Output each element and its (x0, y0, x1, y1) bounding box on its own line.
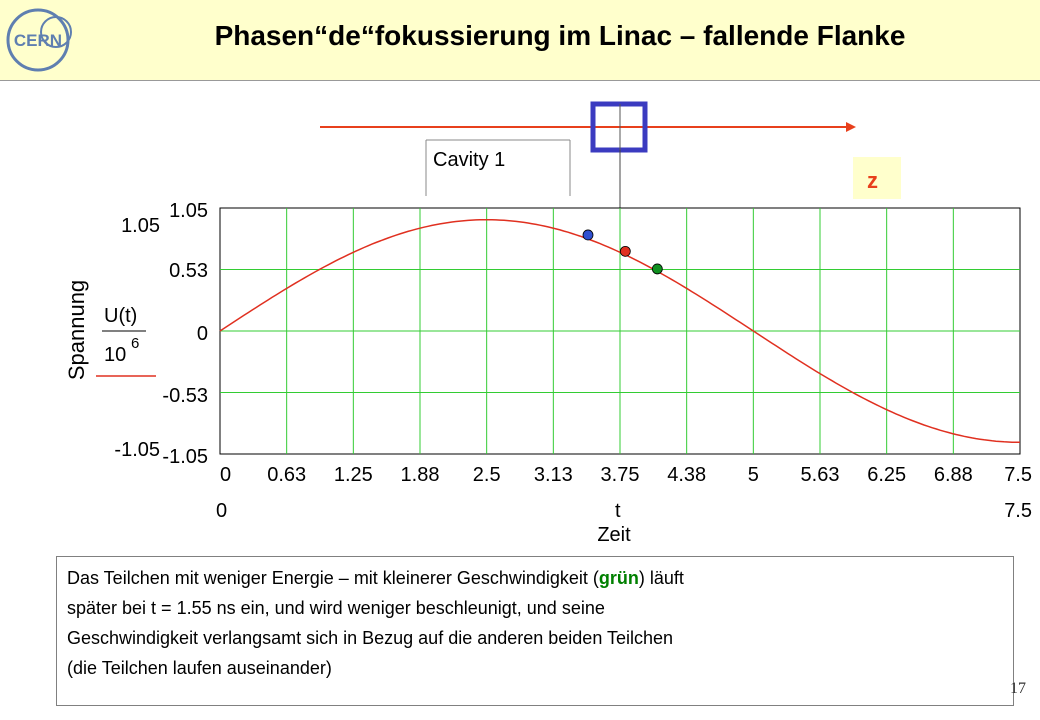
x-range-min: 0 (216, 500, 228, 522)
x-tick-label: 4.38 (667, 464, 707, 486)
x-range-max: 7.5 (1004, 500, 1032, 522)
cavity-label: Cavity 1 (433, 149, 506, 171)
y-expr-exponent: 6 (131, 335, 140, 352)
text-line-1-pre: Das Teilchen mit weniger Energie – mit kleinerer Geschwindigkeit ( (67, 568, 599, 588)
particle-blue (583, 230, 593, 240)
text-line-1-green: grün (598, 568, 639, 588)
x-tick-label: 5 (747, 464, 759, 486)
x-tick-label: 5.63 (800, 464, 840, 486)
y-outer-label: 1.05 (121, 215, 160, 237)
text-line-1-post: ) läuft (638, 568, 684, 588)
x-tick-label: 6.88 (933, 464, 973, 486)
text-line-3: Geschwindigkeit verlangsamt sich in Bezug auf die anderen beiden Teilchen (67, 628, 674, 648)
x-tick-label: 2.5 (472, 464, 501, 486)
text-line-1 (67, 563, 1003, 593)
particle-green (652, 264, 662, 274)
y-tick-label: -0.53 (162, 385, 208, 407)
x-tick-label: 3.13 (533, 464, 573, 486)
x-tick-label: 3.75 (600, 464, 640, 486)
explanation-text (56, 556, 1014, 706)
x-tick-label: 7.5 (1004, 464, 1032, 486)
svg-text:CERN: CERN (13, 31, 63, 50)
y-expr-numerator: U(t) (104, 305, 138, 327)
page-number: 17 (1010, 680, 1026, 697)
x-tick-label: 1.25 (333, 464, 373, 486)
y-tick-label: -1.05 (162, 446, 208, 468)
page-title: Phasen“de“fokussierung im Linac – fallende Flanke (214, 20, 906, 51)
x-axis-title: Zeit (597, 524, 631, 546)
y-tick-label: 1.05 (169, 200, 208, 222)
particle-red (620, 246, 630, 256)
y-tick-label: 0 (196, 323, 208, 345)
y-tick-label: 0.53 (169, 260, 208, 282)
y-outer-label: -1.05 (114, 439, 160, 461)
x-tick-label: 1.88 (400, 464, 440, 486)
z-axis-label: z (867, 168, 878, 193)
text-line-2: später bei t = 1.55 ns ein, und wird weniger beschleunigt, und seine (67, 598, 605, 618)
x-tick-label: 0.63 (267, 464, 307, 486)
text-line-4: (die Teilchen laufen auseinander) (67, 658, 332, 678)
x-tick-label: 0 (220, 464, 232, 486)
x-tick-label: 6.25 (867, 464, 907, 486)
x-variable: t (615, 500, 621, 522)
arrow-head (846, 122, 856, 132)
y-expr-denominator: 10 (104, 344, 127, 366)
y-axis-title: Spannung (64, 279, 89, 381)
